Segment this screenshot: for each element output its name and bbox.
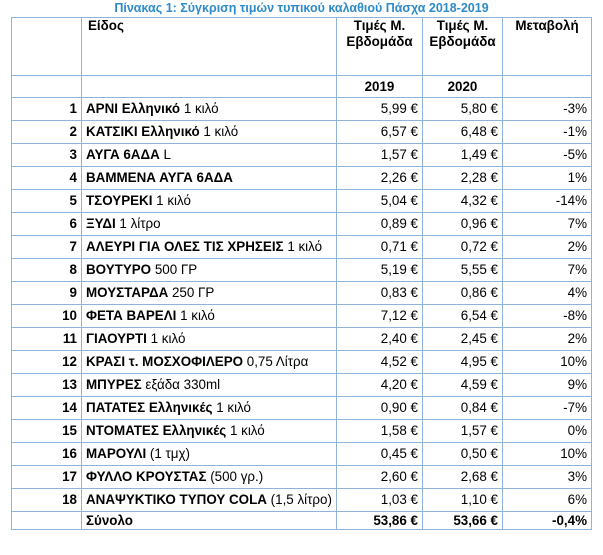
table-row <box>12 305 592 328</box>
row-price-2020: 2,68 € <box>423 466 503 489</box>
row-change: 7% <box>503 213 592 236</box>
row-change: 9% <box>503 374 592 397</box>
row-item-name: ΚΡΑΣΙ τ. ΜΟΣΧΟΦΙΛΕΡΟ <box>86 354 244 369</box>
table-row <box>12 144 592 167</box>
row-price-2020: 1,49 € <box>423 144 503 167</box>
year-row-blank-2 <box>82 76 337 98</box>
total-price-2020: 53,66 € <box>423 512 503 530</box>
row-item <box>82 351 337 374</box>
row-item-name: ΚΑΤΣΙΚΙ Ελληνικό <box>86 124 200 139</box>
total-row <box>12 512 592 530</box>
row-number: 17 <box>12 466 82 489</box>
header-price-2020-line2: Εβδομάδα <box>429 34 496 49</box>
row-price-2020: 5,80 € <box>423 98 503 121</box>
row-price-2020: 1,10 € <box>423 489 503 512</box>
row-item-name: ΦΥΛΛΟ ΚΡΟΥΣΤΑΣ <box>86 469 207 484</box>
row-change: 2% <box>503 328 592 351</box>
row-item <box>82 144 337 167</box>
total-label: Σύνολο <box>82 512 337 530</box>
row-item-quantity: L <box>159 147 171 162</box>
row-number: 8 <box>12 259 82 282</box>
table-row <box>12 489 592 512</box>
row-number: 12 <box>12 351 82 374</box>
row-number: 7 <box>12 236 82 259</box>
row-price-2020: 0,84 € <box>423 397 503 420</box>
row-item <box>82 305 337 328</box>
row-number: 4 <box>12 167 82 190</box>
table-row <box>12 443 592 466</box>
row-item-quantity: 0,75 Λίτρα <box>243 354 309 369</box>
total-price-2019: 53,86 € <box>337 512 423 530</box>
row-change: -1% <box>503 121 592 144</box>
row-price-2020: 0,96 € <box>423 213 503 236</box>
header-price-2019 <box>337 18 423 76</box>
row-item-quantity: 1 κιλό <box>283 239 323 254</box>
row-price-2019: 0,89 € <box>337 213 423 236</box>
row-price-2020: 0,72 € <box>423 236 503 259</box>
row-change: 10% <box>503 443 592 466</box>
row-item <box>82 420 337 443</box>
header-change: Μεταβολή <box>503 18 592 76</box>
row-price-2019: 2,60 € <box>337 466 423 489</box>
row-item <box>82 167 337 190</box>
row-item-quantity: 500 ΓΡ <box>151 262 198 277</box>
row-price-2020: 2,28 € <box>423 167 503 190</box>
row-item-name: ΓΙΑΟΥΡΤΙ <box>86 331 147 346</box>
row-price-2020: 1,57 € <box>423 420 503 443</box>
header-price-2019-line2: Εβδομάδα <box>346 34 413 49</box>
row-price-2020: 4,59 € <box>423 374 503 397</box>
row-item-name: ΜΠΥΡΕΣ <box>86 377 142 392</box>
row-number: 10 <box>12 305 82 328</box>
row-change: 2% <box>503 236 592 259</box>
row-price-2019: 4,20 € <box>337 374 423 397</box>
row-item-name: ΞΥΔΙ <box>86 216 116 231</box>
table-row <box>12 328 592 351</box>
row-item-quantity: εξάδα 330ml <box>141 377 221 392</box>
row-change: 6% <box>503 489 592 512</box>
row-number: 18 <box>12 489 82 512</box>
header-price-2020-line1: Τιμές Μ. <box>436 18 489 33</box>
row-price-2019: 5,19 € <box>337 259 423 282</box>
table-row <box>12 236 592 259</box>
row-price-2020: 4,32 € <box>423 190 503 213</box>
row-item <box>82 121 337 144</box>
row-item <box>82 213 337 236</box>
row-change: 7% <box>503 259 592 282</box>
row-number: 3 <box>12 144 82 167</box>
row-change: 0% <box>503 420 592 443</box>
row-number: 1 <box>12 98 82 121</box>
row-number: 13 <box>12 374 82 397</box>
row-item <box>82 190 337 213</box>
row-item-quantity: 1 κιλό <box>152 193 191 208</box>
row-price-2019: 5,04 € <box>337 190 423 213</box>
header-price-2020 <box>423 18 503 76</box>
table-header-row <box>12 18 592 76</box>
row-price-2019: 1,58 € <box>337 420 423 443</box>
row-price-2019: 6,57 € <box>337 121 423 144</box>
price-comparison-table <box>11 17 592 530</box>
row-item <box>82 374 337 397</box>
table-caption: Πίνακας 1: Σύγκριση τιμών τυπικού καλαθιού Πάσχα 2018-2019 <box>114 1 489 15</box>
row-item-quantity: 1 κιλό <box>146 331 186 346</box>
row-change: -7% <box>503 397 592 420</box>
table-row <box>12 98 592 121</box>
table-year-row <box>12 76 592 98</box>
table-row <box>12 397 592 420</box>
row-item-quantity: (500 γρ.) <box>206 469 264 484</box>
row-number: 11 <box>12 328 82 351</box>
row-item-quantity: 250 ΓΡ <box>168 285 215 300</box>
row-price-2020: 0,50 € <box>423 443 503 466</box>
row-number: 16 <box>12 443 82 466</box>
row-price-2020: 2,45 € <box>423 328 503 351</box>
row-price-2019: 4,52 € <box>337 351 423 374</box>
row-item-quantity: 1 κιλό <box>176 308 215 323</box>
row-item-quantity: (1 τμχ) <box>146 446 191 461</box>
row-price-2020: 6,48 € <box>423 121 503 144</box>
row-item <box>82 443 337 466</box>
row-change: 10% <box>503 351 592 374</box>
row-item <box>82 98 337 121</box>
table-row <box>12 190 592 213</box>
row-price-2019: 0,83 € <box>337 282 423 305</box>
row-change: -3% <box>503 98 592 121</box>
row-item-quantity: 1 κιλό <box>199 124 239 139</box>
row-number: 14 <box>12 397 82 420</box>
header-year-2019: 2019 <box>337 76 423 98</box>
row-price-2020: 4,95 € <box>423 351 503 374</box>
total-number-blank <box>12 512 82 530</box>
row-item <box>82 236 337 259</box>
row-item <box>82 466 337 489</box>
row-number: 9 <box>12 282 82 305</box>
row-item-name: ΒΑΜΜΕΝΑ ΑΥΓΑ 6ΑΔΑ <box>86 170 233 185</box>
row-change: 3% <box>503 466 592 489</box>
row-item <box>82 282 337 305</box>
row-item-quantity: 1 λίτρο <box>115 216 161 231</box>
row-number: 6 <box>12 213 82 236</box>
header-year-2020: 2020 <box>423 76 503 98</box>
row-item-name: ΑΛΕΥΡΙ ΓΙΑ ΟΛΕΣ ΤΙΣ ΧΡΗΣΕΙΣ <box>86 239 284 254</box>
row-price-2019: 0,90 € <box>337 397 423 420</box>
row-price-2019: 1,57 € <box>337 144 423 167</box>
row-change: 1% <box>503 167 592 190</box>
row-item-name: ΑΥΓΑ 6ΑΔΑ <box>86 147 160 162</box>
row-price-2019: 2,26 € <box>337 167 423 190</box>
row-item-name: ΑΡΝΙ Ελληνικό <box>86 101 181 116</box>
row-number: 2 <box>12 121 82 144</box>
row-price-2020: 6,54 € <box>423 305 503 328</box>
table-row <box>12 282 592 305</box>
row-price-2019: 1,03 € <box>337 489 423 512</box>
row-number: 15 <box>12 420 82 443</box>
row-change: -14% <box>503 190 592 213</box>
table-row <box>12 466 592 489</box>
row-item-name: ΜΟΥΣΤΑΡΔΑ <box>86 285 169 300</box>
row-price-2019: 7,12 € <box>337 305 423 328</box>
row-item-name: ΜΑΡΟΥΛΙ <box>86 446 147 461</box>
table-row <box>12 167 592 190</box>
row-item-name: ΝΤΟΜΑΤΕΣ Ελληνικές <box>86 423 227 438</box>
row-item-quantity: 1 κιλό <box>226 423 265 438</box>
row-item-quantity: (1,5 λίτρο) <box>266 492 332 507</box>
header-number-cell <box>12 18 82 76</box>
header-item: Είδος <box>82 18 337 76</box>
row-item <box>82 328 337 351</box>
row-price-2019: 0,71 € <box>337 236 423 259</box>
row-item-name: ΑΝΑΨΥΚΤΙΚΟ ΤΥΠΟΥ COLA <box>86 492 267 507</box>
row-price-2019: 2,40 € <box>337 328 423 351</box>
table-row <box>12 420 592 443</box>
year-row-blank-1 <box>12 76 82 98</box>
row-item-name: ΤΣΟΥΡΕΚΙ <box>86 193 153 208</box>
row-item-name: ΒΟΥΤΥΡΟ <box>86 262 152 277</box>
row-item <box>82 489 337 512</box>
row-change: 4% <box>503 282 592 305</box>
row-number: 5 <box>12 190 82 213</box>
table-row <box>12 374 592 397</box>
table-row <box>12 213 592 236</box>
row-price-2020: 5,55 € <box>423 259 503 282</box>
row-item-quantity: 1 κιλό <box>212 400 251 415</box>
row-item <box>82 259 337 282</box>
row-price-2020: 0,86 € <box>423 282 503 305</box>
row-item-quantity: 1 κιλό <box>180 101 219 116</box>
header-price-2019-line1: Τιμές Μ. <box>353 18 406 33</box>
year-row-blank-3 <box>503 76 592 98</box>
row-change: -8% <box>503 305 592 328</box>
total-change: -0,4% <box>503 512 592 530</box>
table-row <box>12 259 592 282</box>
row-change: -5% <box>503 144 592 167</box>
table-row <box>12 121 592 144</box>
row-item-name: ΠΑΤΑΤΕΣ Ελληνικές <box>86 400 213 415</box>
row-item <box>82 397 337 420</box>
row-item-name: ΦΕΤΑ ΒΑΡΕΛΙ <box>86 308 177 323</box>
row-price-2019: 0,45 € <box>337 443 423 466</box>
table-row <box>12 351 592 374</box>
row-price-2019: 5,99 € <box>337 98 423 121</box>
